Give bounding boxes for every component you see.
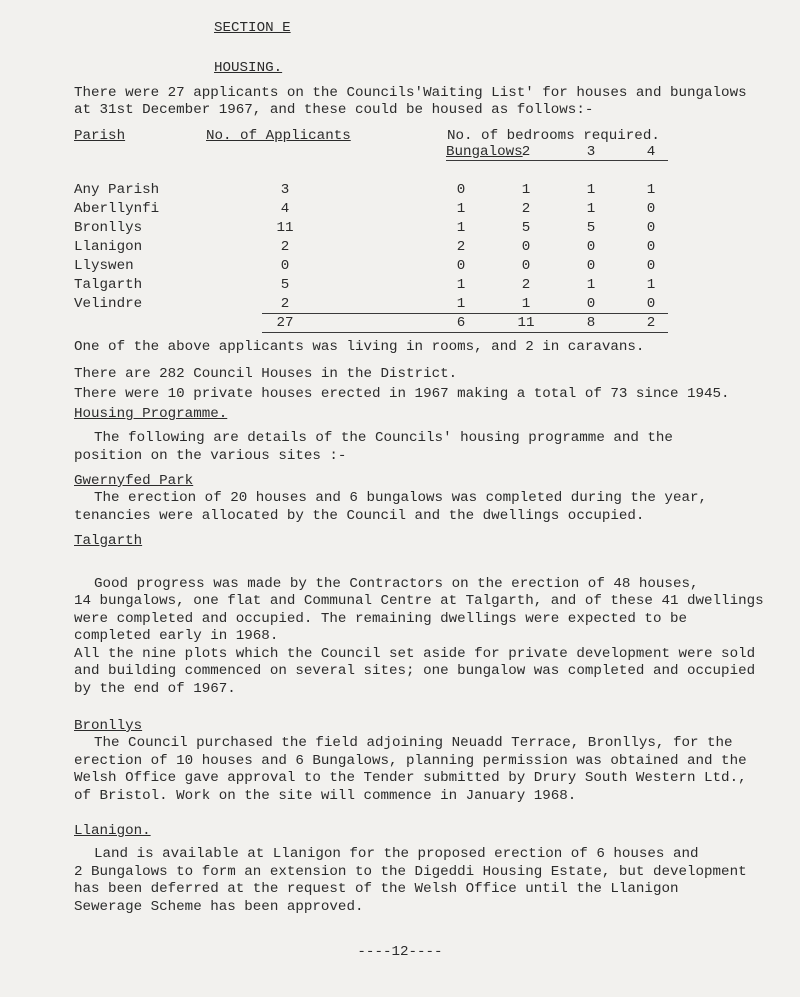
talgarth-line-2: 14 bungalows, one flat and Communal Centre at Talgarth, and of these 41 dwellings <box>74 593 764 609</box>
total-bed-3: 8 <box>586 315 596 331</box>
row-bungalows: 1 <box>456 277 466 293</box>
row-bungalows: 1 <box>456 296 466 312</box>
heading-gwernyfed-park: Gwernyfed Park <box>74 473 194 489</box>
row-parish: Talgarth <box>74 277 143 293</box>
row-bed-3: 0 <box>586 239 596 255</box>
row-bed-4: 0 <box>646 258 656 274</box>
total-bed-2: 11 <box>517 315 535 331</box>
bronllys-line-4: of Bristol. Work on the site will commence in January 1968. <box>74 788 577 804</box>
row-bed-2: 2 <box>521 277 531 293</box>
heading-housing-programme: Housing Programme. <box>74 406 228 422</box>
llanigon-line-2: 2 Bungalows to form an extension to the Digeddi Housing Estate, but development <box>74 864 747 880</box>
row-bungalows: 1 <box>456 201 466 217</box>
row-bed-4: 1 <box>646 182 656 198</box>
row-parish: Velindre <box>74 296 143 312</box>
row-bungalows: 0 <box>456 258 466 274</box>
row-bed-2: 1 <box>521 182 531 198</box>
row-bed-3: 0 <box>586 258 596 274</box>
row-applicants: 3 <box>280 182 290 198</box>
llanigon-line-4: Sewerage Scheme has been approved. <box>74 899 364 915</box>
row-bed-3: 1 <box>586 277 596 293</box>
row-applicants: 2 <box>280 296 290 312</box>
row-bungalows: 2 <box>456 239 466 255</box>
row-bed-2: 0 <box>521 258 531 274</box>
talgarth-line-7: by the end of 1967. <box>74 681 236 697</box>
row-bed-4: 0 <box>646 296 656 312</box>
row-bed-3: 1 <box>586 201 596 217</box>
housing-title: HOUSING. <box>214 60 283 76</box>
programme-line-1: The following are details of the Councils' housing programme and the <box>94 430 673 446</box>
col-header-applicants: No. of Applicants <box>206 128 351 144</box>
row-bed-2: 1 <box>521 296 531 312</box>
page-number: ----12---- <box>357 944 443 960</box>
row-parish: Any Parish <box>74 182 160 198</box>
row-bed-2: 0 <box>521 239 531 255</box>
intro-line-1: There were 27 applicants on the Councils'Waiting List' for houses and bungalows <box>74 85 747 101</box>
row-bungalows: 0 <box>456 182 466 198</box>
row-applicants: 0 <box>280 258 290 274</box>
bronllys-line-3: Welsh Office gave approval to the Tender submitted by Drury South Western Ltd., <box>74 770 747 786</box>
gwernyfed-line-2: tenancies were allocated by the Council and the dwellings occupied. <box>74 508 645 524</box>
row-bed-3: 0 <box>586 296 596 312</box>
programme-line-2: position on the various sites :- <box>74 448 347 464</box>
table-total-rule-bottom <box>262 332 668 333</box>
row-applicants: 11 <box>276 220 294 236</box>
table-total-rule-top <box>262 313 668 314</box>
subheader-3: 3 <box>586 144 596 160</box>
bronllys-line-2: erection of 10 houses and 6 Bungalows, planning permission was obtained and the <box>74 753 747 769</box>
row-bungalows: 1 <box>456 220 466 236</box>
row-bed-4: 1 <box>646 277 656 293</box>
row-parish: Bronllys <box>74 220 143 236</box>
row-bed-2: 2 <box>521 201 531 217</box>
intro-line-2: at 31st December 1967, and these could be housed as follows:- <box>74 102 594 118</box>
para-council-houses: There are 282 Council Houses in the District. <box>74 366 458 382</box>
row-bed-4: 0 <box>646 220 656 236</box>
row-parish: Llyswen <box>74 258 134 274</box>
llanigon-line-1: Land is available at Llanigon for the proposed erection of 6 houses and <box>94 846 699 862</box>
total-bed-4: 2 <box>646 315 656 331</box>
talgarth-line-5: All the nine plots which the Council set aside for private development were sold <box>74 646 756 662</box>
heading-talgarth: Talgarth <box>74 533 143 549</box>
col-header-bedrooms: No. of bedrooms required. <box>447 128 660 144</box>
para-private-houses: There were 10 private houses erected in 1967 making a total of 73 since 1945. <box>74 386 730 402</box>
talgarth-line-4: completed early in 1968. <box>74 628 279 644</box>
row-parish: Llanigon <box>74 239 143 255</box>
subheader-bungalows: Bungalows <box>446 144 523 160</box>
row-bed-3: 1 <box>586 182 596 198</box>
bronllys-line-1: The Council purchased the field adjoining Neuadd Terrace, Bronllys, for the <box>94 735 733 751</box>
heading-llanigon: Llanigon. <box>74 823 151 839</box>
talgarth-line-6: and building commenced on several sites; one bungalow was completed and occupied <box>74 663 756 679</box>
para-living-arrangements: One of the above applicants was living in rooms, and 2 in caravans. <box>74 339 645 355</box>
row-applicants: 2 <box>280 239 290 255</box>
talgarth-line-3: were completed and occupied. The remaining dwellings were expected to be <box>74 611 687 627</box>
row-bed-4: 0 <box>646 239 656 255</box>
subheader-4: 4 <box>646 144 656 160</box>
talgarth-line-1: Good progress was made by the Contractors on the erection of 48 houses, <box>94 576 699 592</box>
total-applicants: 27 <box>276 315 294 331</box>
col-header-parish: Parish <box>74 128 126 144</box>
row-applicants: 4 <box>280 201 290 217</box>
gwernyfed-line-1: The erection of 20 houses and 6 bungalows was completed during the year, <box>94 490 707 506</box>
subheader-2: 2 <box>521 144 531 160</box>
section-title: SECTION E <box>214 20 291 36</box>
row-bed-3: 5 <box>586 220 596 236</box>
row-bed-4: 0 <box>646 201 656 217</box>
row-parish: Aberllynfi <box>74 201 160 217</box>
heading-bronllys: Bronllys <box>74 718 143 734</box>
total-bungalows: 6 <box>456 315 466 331</box>
llanigon-line-3: has been deferred at the request of the Welsh Office until the Llanigon <box>74 881 679 897</box>
row-applicants: 5 <box>280 277 290 293</box>
subheader-underline <box>446 160 668 161</box>
row-bed-2: 5 <box>521 220 531 236</box>
